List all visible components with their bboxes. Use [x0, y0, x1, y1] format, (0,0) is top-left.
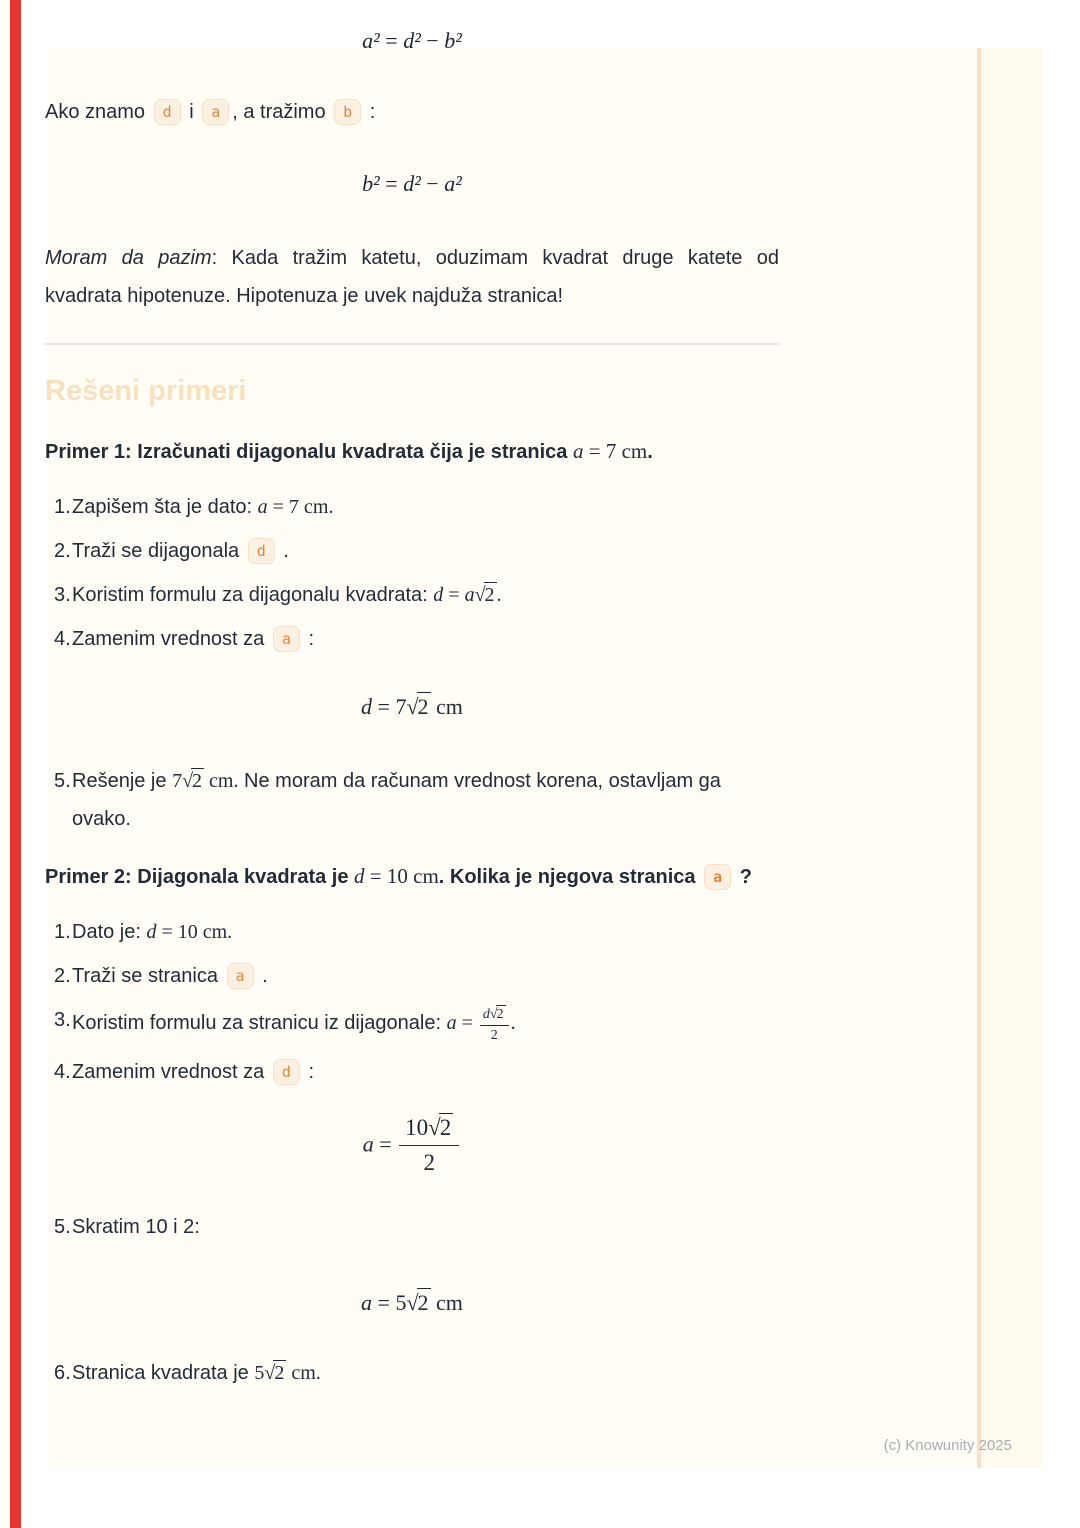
list-item-number: 5. — [54, 770, 71, 792]
inline-code-badge: b — [334, 99, 361, 125]
list-item-number: 1. — [54, 921, 71, 943]
sqrt-radical: √2 — [264, 1361, 285, 1384]
inline-code-badge: a — [227, 963, 254, 989]
list-item-number: 4. — [54, 628, 71, 650]
list-item — [45, 624, 779, 654]
formula-b-squared: b² = d² − a² — [362, 171, 462, 196]
list-item-text: Rešenje je 7√2 cm. Ne moram da računam vrednost korena, ostavljam ga ovako. — [72, 770, 721, 830]
formula-a-5sqrt2: a = 5√2 cm — [361, 1289, 463, 1315]
primer-1-title: Primer 1: Izračunati dijagonalu kvadrata čija je stranica a = 7 cm. — [45, 439, 653, 463]
list-item — [45, 1005, 779, 1043]
primer-2-title: Primer 2: Dijagonala kvadrata je d = 10 cm. Kolika je njegova stranica a ? — [45, 864, 752, 888]
inline-code-badge: a — [202, 99, 229, 125]
list-item-text: Koristim formulu za dijagonalu kvadrata: d = a√2 . — [72, 584, 502, 606]
section-divider — [45, 343, 779, 345]
list-item-text: Zapišem šta je dato: a = 7 cm. — [72, 496, 334, 518]
list-item — [45, 961, 779, 991]
document-content — [45, 0, 779, 1402]
inline-code-badge: d — [154, 99, 181, 125]
note-line-2: kvadrata hipotenuze. Hipotenuza je uvek najduža stranica! — [45, 285, 564, 307]
list-item-text: Skratim 10 i 2: — [72, 1215, 200, 1238]
sqrt-radical: √2 — [406, 1289, 429, 1315]
list-item — [45, 1057, 779, 1087]
sqrt-radical: √2 — [489, 1007, 504, 1022]
list-item — [45, 1358, 779, 1388]
list-item-number: 5. — [54, 1215, 71, 1238]
formula-d-7sqrt2: d = 7√2 cm — [361, 694, 463, 719]
list-item-number: 2. — [54, 965, 71, 987]
list-item — [45, 917, 779, 947]
list-item-text: Zamenim vrednost za d : — [72, 1060, 315, 1083]
inline-code-badge: d — [273, 1059, 300, 1085]
copyright-text: (c) Knowunity 2025 — [883, 1437, 1012, 1454]
list-item-number: 2. — [54, 540, 71, 562]
inline-code-badge: a — [273, 626, 300, 652]
list-item-text: Traži se stranica a . — [72, 965, 268, 987]
fraction: $\frac{d√2}{2}$ — [480, 1005, 509, 1043]
list-item-text: Zamenim vrednost za a : — [72, 628, 315, 650]
list-item-number: 3. — [54, 1009, 71, 1031]
formula-a-squared: a² = d² − b² — [362, 28, 462, 53]
section-heading: Rešeni primeri — [45, 375, 247, 407]
list-item — [45, 762, 779, 838]
list-item — [45, 580, 779, 610]
list-item-number: 4. — [54, 1060, 71, 1083]
list-item-text: Stranica kvadrata je 5√2 cm. — [72, 1361, 321, 1384]
list-item-number: 3. — [54, 584, 71, 606]
primer-1-list — [45, 492, 779, 654]
page-side-column — [981, 48, 1043, 1468]
list-item-text: Koristim formulu za stranicu iz dijagonale: a = $\frac{d√2}{2}$ . — [72, 1007, 516, 1043]
formula-a-10sqrt2-over-2: a = $\frac{10√2}{2}$ — [45, 1113, 779, 1178]
list-item-number: 6. — [54, 1361, 71, 1384]
inline-code-badge: a — [704, 864, 731, 890]
intro-line: Ako znamo d i a , a tražimo b : — [45, 101, 376, 123]
list-item-number: 1. — [54, 496, 71, 518]
sqrt-radical: √2 — [428, 1115, 453, 1140]
note-line-1: Moram da pazim: Kada tražim katetu, oduzimam kvadrat druge katete od — [45, 247, 779, 269]
note-paragraph — [45, 239, 779, 315]
list-item — [45, 492, 779, 522]
primer-2-list — [45, 917, 779, 1087]
red-accent-bar — [10, 0, 21, 1528]
list-item-text: Dato je: d = 10 cm. — [72, 921, 233, 943]
inline-code-badge: d — [248, 538, 275, 564]
sqrt-radical: √2 — [182, 770, 203, 792]
sqrt-radical: √2 — [474, 584, 495, 606]
sqrt-radical: √2 — [406, 694, 429, 719]
list-item — [45, 536, 779, 566]
list-item — [45, 1212, 779, 1242]
fraction: $\frac{10√2}{2}$ — [399, 1113, 459, 1178]
list-item-text: Traži se dijagonala d . — [72, 540, 289, 562]
